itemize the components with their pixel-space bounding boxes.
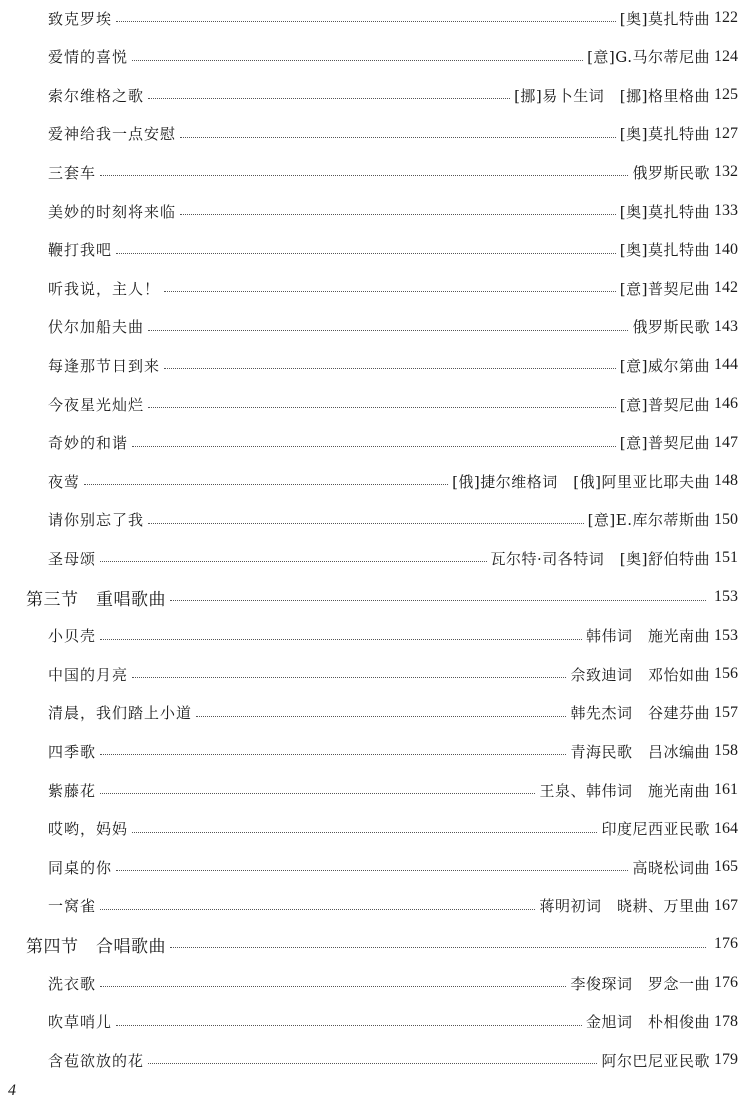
toc-entry-credit: 俄罗斯民歌	[632, 163, 710, 182]
dot-leader	[100, 753, 566, 755]
toc-entry-title: 请你别忘了我	[48, 511, 145, 530]
toc-entry-page: 161	[714, 781, 738, 798]
toc-entry-title: 今夜星光灿烂	[48, 395, 145, 414]
toc-entry-page: 127	[714, 124, 738, 142]
toc-entry[interactable]	[48, 6, 738, 30]
dot-leader	[148, 406, 616, 408]
toc-entry-title: 第四节 合唱歌曲	[26, 936, 166, 957]
toc-entry-page: 165	[714, 858, 738, 876]
toc-entry-credit: [意]E.库尔蒂斯曲	[587, 511, 710, 530]
toc-entry-title: 清晨，我们踏上小道	[48, 704, 193, 723]
dot-leader	[84, 483, 448, 485]
toc-entry-title: 每逢那节日到来	[48, 356, 161, 375]
toc-entry[interactable]	[48, 894, 738, 918]
toc-entry[interactable]	[48, 45, 738, 69]
toc-entry-credit: 高晓松词曲	[632, 858, 710, 877]
dot-leader	[132, 831, 597, 833]
dot-leader	[164, 367, 616, 369]
toc-entry-title: 爱神给我一点安慰	[48, 125, 177, 144]
page-number: 4	[8, 1082, 16, 1099]
toc-entry-title: 美妙的时刻将来临	[48, 202, 177, 221]
toc-entry-page: 148	[714, 472, 738, 490]
toc-entry[interactable]	[48, 83, 738, 107]
toc-entry[interactable]	[48, 392, 738, 416]
toc-entry-page: 133	[714, 202, 738, 219]
toc-entry-title: 听我说，主人！	[48, 279, 161, 298]
toc-entry-title: 一窝雀	[48, 897, 97, 916]
dot-leader	[170, 599, 706, 601]
dot-leader	[100, 560, 487, 562]
toc-entry[interactable]	[48, 817, 738, 841]
toc-entry[interactable]	[48, 546, 738, 570]
toc-entry-credit: [意]普契尼曲	[619, 395, 710, 414]
toc-entry[interactable]	[48, 238, 738, 262]
toc-entry[interactable]	[48, 624, 738, 648]
toc-entry[interactable]	[48, 971, 738, 995]
dot-leader	[180, 213, 616, 215]
toc-entry-credit: 佘致迪词 邓怡如曲	[570, 665, 710, 684]
toc-entry-page: 143	[714, 317, 738, 335]
dot-leader	[164, 290, 616, 292]
toc-entry-credit: [奥]莫扎特曲	[619, 125, 710, 144]
toc-entry-credit: 韩先杰词 谷建芬曲	[570, 704, 710, 723]
toc-entry-title: 小贝壳	[48, 627, 97, 646]
toc-entry-credit: [奥]莫扎特曲	[619, 9, 710, 28]
toc-entry-title: 致克罗埃	[48, 9, 113, 28]
toc-entry-credit: 韩伟词 施光南曲	[585, 627, 710, 646]
toc-entry-title: 奇妙的和谐	[48, 434, 129, 453]
toc-entry-page: 150	[714, 510, 738, 528]
toc-entry-credit: 王泉、韩伟词 施光南曲	[539, 781, 710, 800]
toc-entry-title: 夜莺	[48, 472, 81, 491]
toc-entry-page: 142	[714, 279, 738, 297]
dot-leader	[100, 985, 566, 987]
toc-entry-page: 153	[714, 626, 738, 644]
dot-leader	[180, 136, 616, 138]
toc-entry-title: 伏尔加船夫曲	[48, 318, 145, 337]
toc-entry-title: 紫藤花	[48, 781, 97, 800]
dot-leader	[116, 252, 616, 254]
toc-entry-credit: [奥]莫扎特曲	[619, 202, 710, 221]
toc-entry[interactable]	[48, 469, 738, 493]
toc-entry-title: 洗衣歌	[48, 974, 97, 993]
toc-entry-page: 153	[714, 588, 738, 605]
toc-entry-page: 147	[714, 433, 738, 451]
toc-entry[interactable]	[48, 1048, 738, 1072]
toc-entry-title: 圣母颂	[48, 549, 97, 568]
toc-entry-credit: 金旭词 朴相俊曲	[585, 1013, 710, 1032]
toc-entry[interactable]	[48, 353, 738, 377]
toc-entry-credit: [意]威尔第曲	[619, 356, 710, 375]
toc-entry-page: 144	[714, 356, 738, 374]
toc-entry-credit: 李俊琛词 罗念一曲	[570, 974, 710, 993]
toc-entry-credit: 蒋明初词 晓耕、万里曲	[539, 897, 710, 916]
toc-entry-title: 同桌的你	[48, 858, 113, 877]
toc-entry-page: 179	[714, 1051, 738, 1069]
toc-entry[interactable]	[48, 122, 738, 146]
toc-entry-title: 吹草哨儿	[48, 1013, 113, 1032]
dot-leader	[100, 792, 535, 794]
toc-entry[interactable]	[48, 160, 738, 184]
toc-entry[interactable]	[48, 199, 738, 223]
dot-leader	[170, 946, 706, 948]
toc-entry[interactable]	[48, 739, 738, 763]
dot-leader	[100, 174, 628, 176]
toc-entry[interactable]	[48, 778, 738, 802]
toc-entry-page: 124	[714, 47, 738, 65]
toc-entry[interactable]	[48, 855, 738, 879]
dot-leader	[148, 97, 510, 99]
toc-entry-credit: 瓦尔特·司各特词 [奥]舒伯特曲	[490, 549, 710, 568]
dot-leader	[132, 445, 616, 447]
toc-entry-page: 157	[714, 703, 738, 721]
toc-entry-title: 鞭打我吧	[48, 241, 113, 260]
dot-leader	[100, 638, 582, 640]
dot-leader	[148, 329, 628, 331]
toc-entry-credit: [俄]捷尔维格词 [俄]阿里亚比耶夫曲	[452, 472, 710, 491]
toc-entry-title: 含苞欲放的花	[48, 1051, 145, 1070]
toc-entry-page: 176	[714, 974, 738, 991]
toc-entry-page: 178	[714, 1012, 738, 1030]
toc-entry-page: 132	[714, 163, 738, 181]
toc-entry-title: 爱情的喜悦	[48, 48, 129, 67]
toc-entry-title: 哎哟，妈妈	[48, 820, 129, 839]
toc-entry-page: 164	[714, 819, 738, 837]
toc-entry-credit: [意]普契尼曲	[619, 434, 710, 453]
toc-entry-page: 146	[714, 395, 738, 412]
dot-leader	[148, 1062, 597, 1064]
toc-entry-credit: 俄罗斯民歌	[632, 318, 710, 337]
toc-entry-title: 第三节 重唱歌曲	[26, 589, 166, 610]
toc-entry-credit: 印度尼西亚民歌	[601, 820, 710, 839]
toc-entry-credit: [意]G.马尔蒂尼曲	[587, 48, 710, 67]
dot-leader	[148, 522, 584, 524]
toc-entry-page: 176	[714, 935, 738, 953]
toc-entry-page: 167	[714, 896, 738, 914]
dot-leader	[132, 676, 566, 678]
toc-entry[interactable]	[48, 508, 738, 532]
toc-entry-title: 索尔维格之歌	[48, 86, 145, 105]
dot-leader	[100, 908, 535, 910]
dot-leader	[132, 59, 583, 61]
toc-entry[interactable]	[48, 431, 738, 455]
toc-entry[interactable]	[48, 1010, 738, 1034]
toc-entry[interactable]	[48, 276, 738, 300]
toc-entry[interactable]	[48, 701, 738, 725]
toc-entry-title: 四季歌	[48, 742, 97, 761]
toc-entry-page: 140	[714, 240, 738, 258]
toc-entry[interactable]	[48, 662, 738, 686]
toc-entry-page: 125	[714, 86, 738, 104]
toc-entry-title: 三套车	[48, 163, 97, 182]
dot-leader	[116, 1024, 582, 1026]
dot-leader	[196, 715, 566, 717]
dot-leader	[116, 869, 628, 871]
toc-entry-credit: [挪]易卜生词 [挪]格里格曲	[514, 86, 710, 105]
toc-entry-page: 158	[714, 742, 738, 760]
toc-entry-page: 122	[714, 9, 738, 26]
toc-section-heading[interactable]	[26, 932, 738, 956]
toc-entry-credit: 阿尔巴尼亚民歌	[601, 1051, 710, 1070]
toc-entry-page: 151	[714, 549, 738, 567]
toc-section-heading[interactable]	[26, 585, 738, 609]
dot-leader	[116, 20, 616, 22]
toc-entry[interactable]	[48, 315, 738, 339]
toc-entry-credit: [奥]莫扎特曲	[619, 241, 710, 260]
toc-entry-credit: 青海民歌 吕冰编曲	[570, 742, 710, 761]
toc-entry-page: 156	[714, 665, 738, 683]
toc-entry-credit: [意]普契尼曲	[619, 279, 710, 298]
toc-entry-title: 中国的月亮	[48, 665, 129, 684]
